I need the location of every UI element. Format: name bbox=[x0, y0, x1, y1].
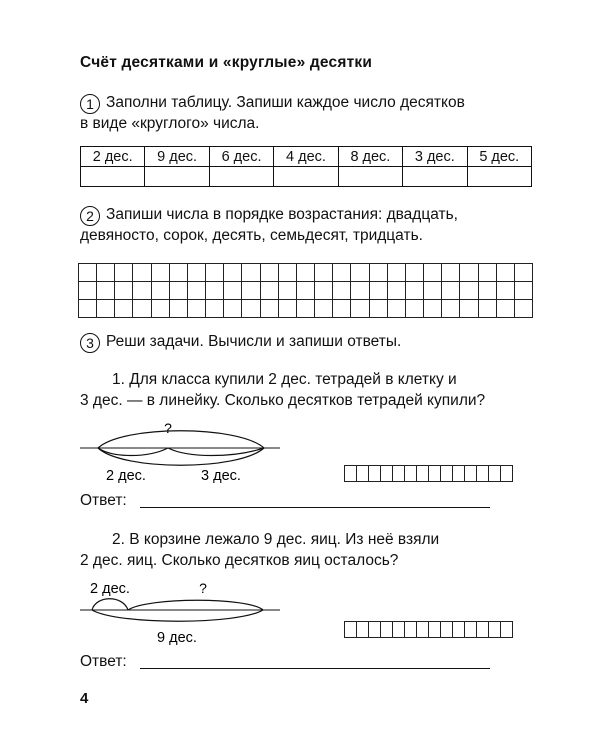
diagram-2-label-total: 9 дес. bbox=[157, 630, 197, 646]
grid-cell[interactable] bbox=[496, 281, 515, 300]
grid-cell[interactable] bbox=[459, 281, 478, 300]
grid-cell[interactable] bbox=[478, 263, 497, 282]
grid-cell[interactable] bbox=[96, 281, 115, 300]
tens-table-answer-cell[interactable] bbox=[145, 167, 209, 187]
grid-cell[interactable] bbox=[459, 263, 478, 282]
grid-cell[interactable] bbox=[132, 281, 151, 300]
tens-table-header: 6 дес. bbox=[209, 147, 273, 167]
grid-cell[interactable] bbox=[151, 299, 170, 318]
grid-cell[interactable] bbox=[205, 281, 224, 300]
tens-table-header: 8 дес. bbox=[338, 147, 402, 167]
grid-cell[interactable] bbox=[314, 263, 333, 282]
grid-cell[interactable] bbox=[423, 299, 442, 318]
diagram-1-label-b: 3 дес. bbox=[201, 468, 241, 484]
problem-2-line-1: 2. В корзине лежало 9 дес. яиц. Из неё взяли bbox=[112, 531, 440, 548]
tens-table-answer-cell[interactable] bbox=[403, 167, 467, 187]
diagram-1-question: ? bbox=[164, 420, 172, 436]
task-1-number: 1 bbox=[80, 94, 100, 114]
grid-cell[interactable] bbox=[314, 281, 333, 300]
tens-table-answer-cell[interactable] bbox=[209, 167, 273, 187]
grid-cell[interactable] bbox=[78, 299, 97, 318]
grid-cell[interactable] bbox=[241, 281, 260, 300]
grid-cell[interactable] bbox=[514, 281, 533, 300]
problem-2-answer-label: Ответ: bbox=[80, 653, 127, 670]
grid-cell[interactable] bbox=[187, 263, 206, 282]
grid-cell[interactable] bbox=[296, 263, 315, 282]
grid-cell[interactable] bbox=[260, 281, 279, 300]
problem-1-line-1: 1. Для класса купили 2 дес. тетрадей в клетку и bbox=[112, 371, 457, 388]
grid-cell[interactable] bbox=[405, 299, 424, 318]
grid-cell[interactable] bbox=[405, 281, 424, 300]
grid-cell[interactable] bbox=[187, 281, 206, 300]
tens-table-answer-cell[interactable] bbox=[81, 167, 145, 187]
tens-table-answer-cell[interactable] bbox=[467, 167, 531, 187]
grid-cell[interactable] bbox=[387, 263, 406, 282]
grid-cell[interactable] bbox=[423, 281, 442, 300]
task-3-text: Реши задачи. Вычисли и запиши ответы. bbox=[106, 333, 402, 350]
grid-cell[interactable] bbox=[423, 263, 442, 282]
grid-cell[interactable] bbox=[387, 281, 406, 300]
grid-cell[interactable] bbox=[260, 299, 279, 318]
grid-cell[interactable] bbox=[260, 263, 279, 282]
diagram-2-part-arc-b bbox=[128, 600, 263, 610]
tens-table-header: 2 дес. bbox=[81, 147, 145, 167]
problem-2-answer-line[interactable] bbox=[140, 668, 490, 669]
grid-cell[interactable] bbox=[114, 299, 133, 318]
tens-table bbox=[80, 146, 532, 187]
grid-cell[interactable] bbox=[278, 281, 297, 300]
grid-cell[interactable] bbox=[223, 281, 242, 300]
grid-cell[interactable] bbox=[96, 299, 115, 318]
grid-cell[interactable] bbox=[114, 263, 133, 282]
grid-cell[interactable] bbox=[350, 281, 369, 300]
task-1-line-2: в виде «круглого» числа. bbox=[80, 115, 260, 132]
tens-table-answer-cell[interactable] bbox=[338, 167, 402, 187]
writing-grid[interactable] bbox=[78, 263, 532, 317]
grid-cell[interactable] bbox=[132, 299, 151, 318]
grid-cell[interactable] bbox=[169, 281, 188, 300]
grid-cell[interactable] bbox=[296, 299, 315, 318]
grid-cell[interactable] bbox=[496, 299, 515, 318]
grid-cell[interactable] bbox=[96, 263, 115, 282]
grid-cell[interactable] bbox=[405, 263, 424, 282]
grid-cell[interactable] bbox=[369, 299, 388, 318]
problem-2-diagram bbox=[78, 575, 288, 647]
task-2-line-1: Запиши числа в порядке возрастания: двадцать, bbox=[106, 206, 458, 223]
grid-cell[interactable] bbox=[151, 281, 170, 300]
grid-cell[interactable] bbox=[514, 299, 533, 318]
problem-1-answer-label: Ответ: bbox=[80, 492, 127, 509]
grid-cell[interactable] bbox=[314, 299, 333, 318]
grid-cell[interactable] bbox=[478, 299, 497, 318]
grid-cell[interactable] bbox=[205, 299, 224, 318]
grid-cell[interactable] bbox=[278, 263, 297, 282]
grid-cell[interactable] bbox=[332, 263, 351, 282]
grid-cell[interactable] bbox=[350, 263, 369, 282]
task-1-line-1: Заполни таблицу. Запиши каждое число десятков bbox=[106, 94, 465, 111]
grid-cell[interactable] bbox=[441, 263, 460, 282]
problem-1-answer-boxes[interactable] bbox=[345, 465, 513, 482]
grid-cell[interactable] bbox=[169, 299, 188, 318]
grid-cell[interactable] bbox=[387, 299, 406, 318]
grid-cell[interactable] bbox=[369, 281, 388, 300]
problem-2-answer-boxes[interactable] bbox=[345, 621, 513, 638]
grid-cell[interactable] bbox=[151, 263, 170, 282]
grid-cell[interactable] bbox=[132, 263, 151, 282]
tens-table-header: 4 дес. bbox=[274, 147, 338, 167]
diagram-1-part-arcs bbox=[98, 448, 264, 456]
grid-cell[interactable] bbox=[278, 299, 297, 318]
task-2-number: 2 bbox=[80, 206, 100, 226]
answer-cell[interactable] bbox=[500, 465, 513, 482]
tens-table-answer-cell[interactable] bbox=[274, 167, 338, 187]
diagram-2-total-arc bbox=[92, 610, 263, 621]
grid-cell[interactable] bbox=[241, 299, 260, 318]
diagram-2-part-arc-a bbox=[92, 599, 128, 610]
tens-table-header: 5 дес. bbox=[467, 147, 531, 167]
tens-table-answer-row bbox=[81, 167, 532, 187]
diagram-1-label-a: 2 дес. bbox=[106, 468, 146, 484]
grid-cell[interactable] bbox=[514, 263, 533, 282]
problem-1-answer-line[interactable] bbox=[140, 507, 490, 508]
grid-cell[interactable] bbox=[332, 281, 351, 300]
grid-cell[interactable] bbox=[241, 263, 260, 282]
grid-cell[interactable] bbox=[187, 299, 206, 318]
page-title: Счёт десятками и «круглые» десятки bbox=[80, 54, 373, 71]
problem-2-line-2: 2 дес. яиц. Сколько десятков яиц осталось? bbox=[80, 552, 399, 569]
grid-cell[interactable] bbox=[350, 299, 369, 318]
grid-cell[interactable] bbox=[441, 299, 460, 318]
tens-table-header: 9 дес. bbox=[145, 147, 209, 167]
grid-cell[interactable] bbox=[205, 263, 224, 282]
grid-cell[interactable] bbox=[478, 281, 497, 300]
grid-cell[interactable] bbox=[78, 281, 97, 300]
grid-cell[interactable] bbox=[496, 263, 515, 282]
grid-cell[interactable] bbox=[441, 281, 460, 300]
grid-cell[interactable] bbox=[78, 263, 97, 282]
problem-1-diagram bbox=[78, 415, 288, 487]
task-3-number: 3 bbox=[80, 333, 100, 353]
grid-cell[interactable] bbox=[223, 299, 242, 318]
page-number: 4 bbox=[80, 690, 89, 707]
grid-cell[interactable] bbox=[369, 263, 388, 282]
grid-cell[interactable] bbox=[459, 299, 478, 318]
grid-cell[interactable] bbox=[296, 281, 315, 300]
tens-table-header-row bbox=[81, 147, 532, 167]
diagram-2-label-a: 2 дес. bbox=[90, 581, 130, 597]
diagram-2-question: ? bbox=[199, 580, 207, 596]
problem-1-line-2: 3 дес. — в линейку. Сколько десятков тетрадей купили? bbox=[80, 392, 486, 409]
grid-cell[interactable] bbox=[114, 281, 133, 300]
grid-cell[interactable] bbox=[169, 263, 188, 282]
grid-cell[interactable] bbox=[223, 263, 242, 282]
task-2-line-2: девяносто, сорок, десять, семьдесят, тридцать. bbox=[80, 227, 423, 244]
answer-cell[interactable] bbox=[500, 621, 513, 638]
grid-cell[interactable] bbox=[332, 299, 351, 318]
tens-table-header: 3 дес. bbox=[403, 147, 467, 167]
